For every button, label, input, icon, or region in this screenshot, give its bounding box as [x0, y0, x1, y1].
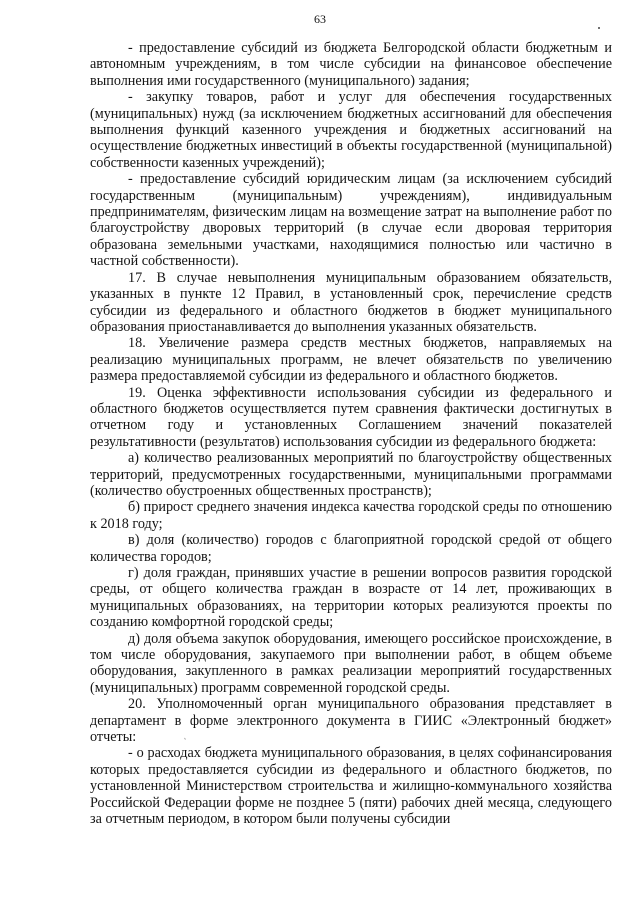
paragraph-18: 18. Увеличение размера средств местных бюджетов, направляемых на реализацию муниципальных программ, не влечет обязательств по увеличению размера предоставляемой субсидии из федерального и областного бюджетов.: [90, 335, 612, 385]
paragraph-19-d: д) доля объема закупок оборудования, имеющего российское происхождение, в том числе оборудования, закупаемого при выполнении работ, в общем объеме оборудования, закупленного в рамках реализации мероприятий государственных (муниципальных) программ современной городской среды.: [90, 630, 612, 696]
paragraph-19-a: а) количество реализованных мероприятий по благоустройству общественных территорий, предусмотренных государственными, муниципальными программами (количество обустроенных общественных пространств);: [90, 450, 612, 499]
paragraph-19-g: г) доля граждан, принявших участие в решении вопросов развития городской среды, от общего количества граждан в возрасте от 14 лет, проживающих в муниципальных образованиях, на территории которых реализуются проекты по созданию комфортной городской среды;: [90, 565, 612, 631]
paragraph-17: 17. В случае невыполнения муниципальным образованием обязательств, указанных в пункте 12 Правил, в установленный срок, перечисление средств субсидии из федерального и областного бюджетов в бюджет муниципального образования приостанавливается до выполнения указанных обязательств.: [90, 269, 612, 335]
paragraph-19: 19. Оценка эффективности использования субсидии из федерального и областного бюджетов осуществляется путем сравнения фактически достигнутых в отчетном году и установленных Соглашением значений показателей результативности (результатов) использования субсидии из федерального бюджета:: [90, 384, 612, 450]
document-body: [90, 40, 612, 828]
paragraph-subsidies-institutions: - предоставление субсидий из бюджета Белгородской области бюджетным и автономным учреждениям, в том числе субсидии на финансовое обеспечение выполнения ими государственного (муниципального) задания;: [90, 40, 612, 89]
paragraph-19-b: б) прирост среднего значения индекса качества городской среды по отношению к 2018 году;: [90, 499, 612, 532]
page-number: 63: [314, 12, 326, 26]
paragraph-19-v: в) доля (количество) городов с благоприятной городской средой от общего количества городов;: [90, 532, 612, 565]
paragraph-subsidies-legal-entities: - предоставление субсидий юридическим лицам (за исключением субсидий государственным (муниципальным) учреждениям), индивидуальным предпринимателям, физическим лицам на возмещение затрат на выполнение работ по благоустройству дворовых территорий (в случае если дворовая территория образована земельными участками, находящимися полностью или частично в частной собственности).: [90, 171, 612, 270]
paragraph-procurement: - закупку товаров, работ и услуг для обеспечения государственных (муниципальных) нужд (за исключением бюджетных ассигнований для обеспечения выполнения функций казенного учреждения и бюджетных ассигнований на осуществление бюджетных инвестиций в объекты государственной (муниципальной) собственности казенных учреждений);: [90, 89, 612, 171]
scan-speck: [598, 27, 600, 29]
paragraph-20: 20. Уполномоченный орган муниципального образования представляет в департамент в форме электронного документа в ГИИС «Электронный бюджет» отчеты:: [90, 696, 612, 746]
scan-artifact: `: [179, 736, 188, 746]
paragraph-20-expenses-report: - о расходах бюджета муниципального образования, в целях софинансирования которых предоставляется субсидии из федерального и областного бюджетов, по установленной Министерством строительства и жилищно-коммунального хозяйства Российской Федерации форме не позднее 5 (пяти) рабочих дней месяца, следующего за отчетным периодом, в котором были получены субсидии: [90, 745, 612, 828]
